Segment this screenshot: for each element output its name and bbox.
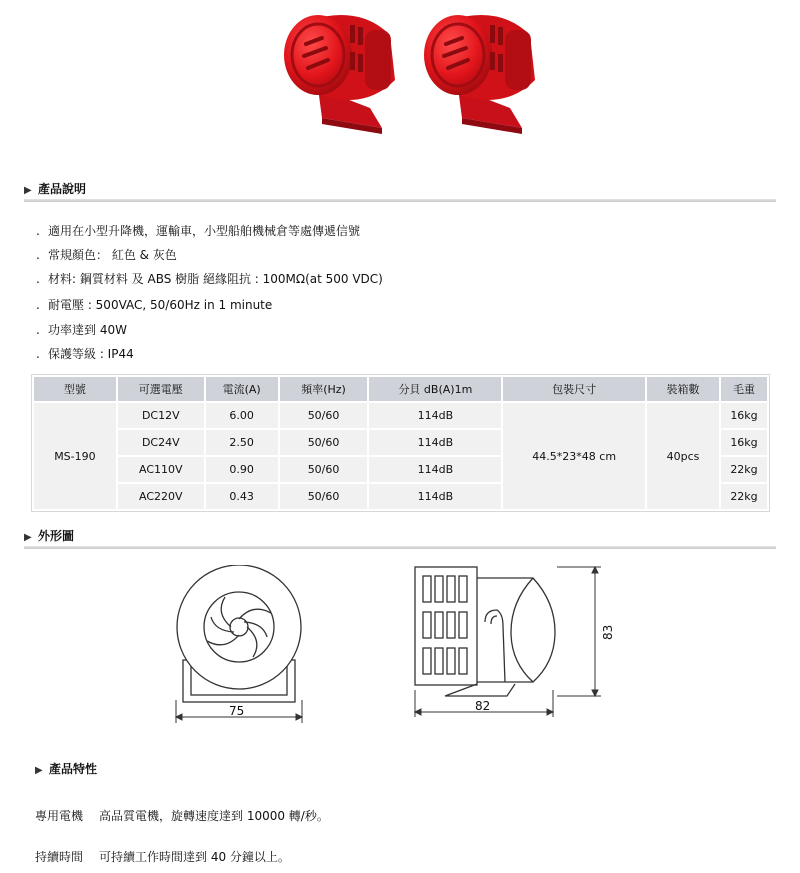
section-description-header bbox=[24, 180, 776, 202]
table-header-row bbox=[34, 377, 767, 401]
cell-current: 0.43 bbox=[206, 484, 278, 509]
header-current: 電流(A) bbox=[206, 377, 278, 401]
cell-decibel: 114dB bbox=[369, 457, 501, 482]
section-divider bbox=[24, 199, 776, 202]
cell-weight: 22kg bbox=[721, 484, 767, 509]
cell-frequency: 50/60 bbox=[280, 403, 368, 428]
side-view-drawing bbox=[405, 562, 620, 737]
play-arrow-icon: ▶ bbox=[24, 532, 32, 543]
header-weight: 毛重 bbox=[721, 377, 767, 401]
description-item: . 適用在小型升降機，運輸車，小型船舶機械倉等處傳遞信號 bbox=[36, 224, 361, 238]
feature-item bbox=[35, 807, 329, 824]
description-item: . 功率達到 40W bbox=[36, 323, 127, 337]
feature-item bbox=[35, 848, 290, 865]
siren-photo-right bbox=[424, 15, 535, 134]
play-arrow-icon: ▶ bbox=[24, 185, 32, 196]
cell-decibel: 114dB bbox=[369, 484, 501, 509]
cell-weight: 16kg bbox=[721, 403, 767, 428]
siren-photo-left bbox=[284, 15, 395, 134]
section-features-title: 產品特性 bbox=[49, 762, 98, 776]
section-outline-header bbox=[24, 527, 776, 549]
header-frequency: 頻率(Hz) bbox=[280, 377, 368, 401]
dimension-label-front-width: 75 bbox=[229, 704, 245, 718]
cell-weight: 16kg bbox=[721, 430, 767, 455]
cell-voltage: AC110V bbox=[118, 457, 204, 482]
cell-package-size: 44.5*23*48 cm bbox=[503, 403, 645, 509]
spec-table bbox=[31, 374, 770, 512]
header-voltage: 可選電壓 bbox=[118, 377, 204, 401]
cell-frequency: 50/60 bbox=[280, 457, 368, 482]
front-view-drawing bbox=[165, 565, 315, 730]
section-features-header bbox=[35, 760, 97, 777]
cell-frequency: 50/60 bbox=[280, 484, 368, 509]
description-item: . 保護等級 : IP44 bbox=[36, 347, 134, 361]
cell-model: MS-190 bbox=[34, 403, 116, 509]
cell-decibel: 114dB bbox=[369, 430, 501, 455]
cell-box-qty: 40pcs bbox=[647, 403, 719, 509]
feature-value: 高品質電機，旋轉速度達到 10000 轉/秒。 bbox=[99, 809, 329, 823]
dimension-label-side-width: 82 bbox=[475, 699, 491, 713]
header-model: 型號 bbox=[34, 377, 116, 401]
cell-voltage: DC24V bbox=[118, 430, 204, 455]
description-item: . 材料: 鋼質材料 及 ABS 樹脂 絕緣阻抗 : 100MΩ(at 500 VDC) bbox=[36, 272, 383, 286]
section-outline-title: 外形圖 bbox=[38, 529, 75, 543]
cell-weight: 22kg bbox=[721, 457, 767, 482]
cell-decibel: 114dB bbox=[369, 403, 501, 428]
section-divider bbox=[24, 546, 776, 549]
cell-current: 0.90 bbox=[206, 457, 278, 482]
description-item: . 耐電壓 : 500VAC, 50/60Hz in 1 minute bbox=[36, 298, 273, 312]
dimension-label-side-height: 83 bbox=[601, 624, 615, 640]
cell-voltage: AC220V bbox=[118, 484, 204, 509]
feature-value: 可持續工作時間達到 40 分鐘以上。 bbox=[99, 850, 290, 864]
play-arrow-icon: ▶ bbox=[35, 765, 43, 776]
cell-current: 2.50 bbox=[206, 430, 278, 455]
header-decibel: 分貝 dB(A)1m bbox=[369, 377, 501, 401]
feature-key: 專用電機 bbox=[35, 809, 84, 823]
header-package-size: 包裝尺寸 bbox=[503, 377, 645, 401]
cell-voltage: DC12V bbox=[118, 403, 204, 428]
section-description-title: 產品說明 bbox=[38, 182, 87, 196]
description-item: . 常規顏色： 紅色 & 灰色 bbox=[36, 248, 177, 262]
table-row bbox=[34, 403, 767, 428]
header-box-qty: 裝箱數 bbox=[647, 377, 719, 401]
cell-frequency: 50/60 bbox=[280, 430, 368, 455]
cell-current: 6.00 bbox=[206, 403, 278, 428]
product-photos bbox=[270, 0, 540, 150]
feature-key: 持續時間 bbox=[35, 850, 84, 864]
